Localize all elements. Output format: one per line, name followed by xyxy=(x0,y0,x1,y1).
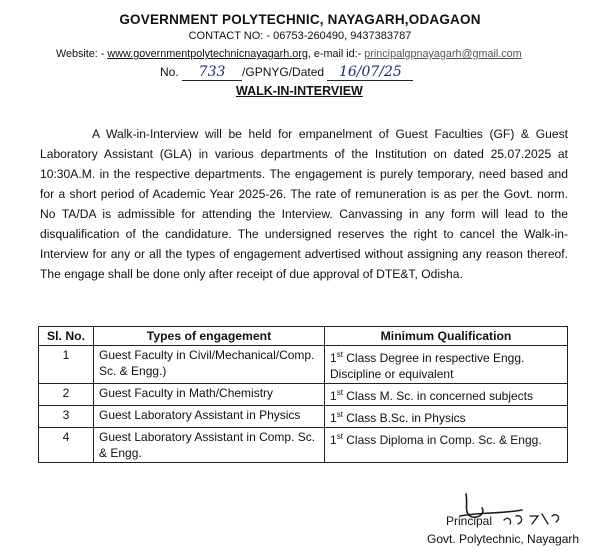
table-row xyxy=(39,384,568,406)
signatory-designation: Principal xyxy=(446,514,493,528)
row-type: Guest Faculty in Civil/Mechanical/Comp. Sc. & Engg.) xyxy=(94,346,325,384)
row-type: Guest Laboratory Assistant in Physics xyxy=(94,406,325,428)
qual-num: 1 xyxy=(330,389,337,403)
engagement-table xyxy=(38,326,568,463)
ref-no-label: No. xyxy=(160,65,179,79)
row-sl: 2 xyxy=(39,384,94,406)
row-qualification xyxy=(325,346,568,384)
qual-num: 1 xyxy=(330,411,337,425)
ref-date: 16/07/25 xyxy=(327,64,413,81)
document-title: WALK-IN-INTERVIEW xyxy=(236,84,363,98)
row-type: Guest Laboratory Assistant in Comp. Sc. & Engg. xyxy=(94,428,325,463)
qual-sup: st xyxy=(336,410,343,419)
qual-rest: Class Degree in respective Engg. Discipline or equivalent xyxy=(330,351,525,381)
signatory-institution: Govt. Polytechnic, Nayagarh xyxy=(427,532,580,546)
row-qualification xyxy=(325,384,568,406)
qual-rest: Class Diploma in Comp. Sc. & Engg. xyxy=(342,433,542,447)
email-label: , e-mail id:- xyxy=(307,48,365,60)
table-row xyxy=(39,428,568,463)
header-sl-no: Sl. No. xyxy=(39,327,94,346)
row-sl: 3 xyxy=(39,406,94,428)
org-name: GOVERNMENT POLYTECHNIC, NAYAGARH,ODAGAON xyxy=(119,12,481,27)
header-qualification: Minimum Qualification xyxy=(325,327,568,346)
row-qualification xyxy=(325,406,568,428)
ref-office-code: /GPNYG/Dated xyxy=(242,65,325,79)
reference-line xyxy=(160,64,413,81)
header-type: Types of engagement xyxy=(94,327,325,346)
row-sl: 1 xyxy=(39,346,94,384)
qual-sup: st xyxy=(336,388,343,397)
qual-rest: Class M. Sc. in concerned subjects xyxy=(342,389,533,403)
ref-number: 733 xyxy=(182,64,242,81)
website-line xyxy=(56,48,522,60)
qual-rest: Class B.Sc. in Physics xyxy=(342,411,466,425)
email-address[interactable]: principalgpnayagarh@gmail.com xyxy=(364,48,522,60)
notice-body: A Walk-in-Interview will be held for empanelment of Guest Faculties (GF) & Guest Laboratory Assistant (GLA) in various departments of the Institution on dated 25.07.2025 at 10:30A.M. in the respective departments. The engagement is purely temporary, need based and for a short period of Academic Year 2025-26. The rate of remuneration is as per the Govt. norm. No TA/DA is admissible for attending the Interview. Canvassing in any form will lead to the disqualification of the candidature. The undersigned reserves the right to cancel the Walk-in-Interview for any or all the types of engagement advertised without assigning any reason thereof. The engage shall be done only after receipt of due approval of DTE&T, Odisha. xyxy=(40,127,568,281)
row-qualification xyxy=(325,428,568,463)
table-header-row xyxy=(39,327,568,346)
table-row xyxy=(39,406,568,428)
website-label: Website: - xyxy=(56,48,108,60)
website-url[interactable]: www.governmentpolytechnicnayagarh.org xyxy=(107,48,308,60)
table-row xyxy=(39,346,568,384)
qual-num: 1 xyxy=(330,351,337,365)
row-type: Guest Faculty in Math/Chemistry xyxy=(94,384,325,406)
qual-sup: st xyxy=(336,432,343,441)
qual-num: 1 xyxy=(330,433,337,447)
qual-sup: st xyxy=(336,350,343,359)
row-sl: 4 xyxy=(39,428,94,463)
contact-numbers: CONTACT NO: - 06753-260490, 9437383787 xyxy=(188,30,412,42)
